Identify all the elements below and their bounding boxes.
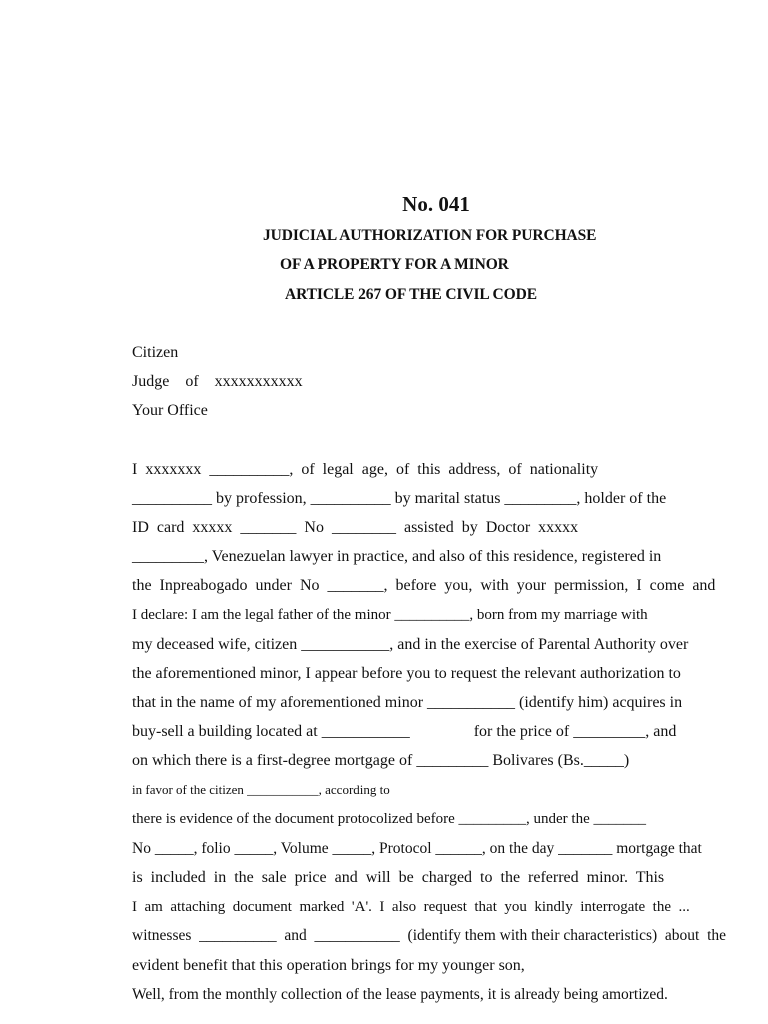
body-line-2: __________ by profession, __________ by marital status _________, holder of the: [132, 490, 667, 507]
heading-line-2: OF A PROPERTY FOR A MINOR: [280, 256, 509, 273]
addressee-line-3: Your Office: [132, 402, 208, 419]
body-line-4: _________, Venezuelan lawyer in practice, and also of this residence, registered in: [132, 548, 662, 565]
body-line-9: that in the name of my aforementioned minor ___________ (identify him) acquires in: [132, 694, 683, 711]
body-line-11: on which there is a first-degree mortgage of _________ Bolivares (Bs._____): [132, 752, 630, 769]
addressee-line-2: Judge of xxxxxxxxxxx: [132, 373, 303, 390]
body-line-8: the aforementioned minor, I appear before you to request the relevant authorization to: [132, 665, 681, 682]
body-line-14: No _____, folio _____, Volume _____, Protocol ______, on the day _______ mortgage that: [132, 840, 702, 857]
body-line-19: Well, from the monthly collection of the lease payments, it is already being amortized.: [132, 986, 668, 1003]
body-line-1: I xxxxxxx __________, of legal age, of this address, of nationality: [132, 461, 599, 478]
body-line-3: ID card xxxxx _______ No ________ assisted by Doctor xxxxx: [132, 519, 579, 536]
body-line-16: I am attaching document marked 'A'. I also request that you kindly interrogate the ...: [132, 899, 690, 915]
body-line-13: there is evidence of the document protocolized before _________, under the _______: [132, 811, 647, 827]
body-line-15: is included in the sale price and will be charged to the referred minor. This: [132, 869, 665, 886]
body-line-17: witnesses __________ and ___________ (identify them with their characteristics) about the: [132, 927, 727, 944]
addressee-line-1: Citizen: [132, 344, 179, 361]
body-line-6: I declare: I am the legal father of the minor __________, born from my marriage with: [132, 607, 648, 623]
body-line-18: evident benefit that this operation brings for my younger son,: [132, 957, 525, 974]
body-line-7: my deceased wife, citizen ___________, and in the exercise of Parental Authority over: [132, 636, 689, 653]
body-line-12: in favor of the citizen ___________, according to: [132, 782, 390, 797]
heading-line-3: ARTICLE 267 OF THE CIVIL CODE: [285, 286, 537, 303]
document-number: No. 041: [402, 192, 470, 216]
heading-line-1: JUDICIAL AUTHORIZATION FOR PURCHASE: [263, 227, 597, 244]
body-line-5: the Inpreabogado under No _______, before you, with your permission, I come and: [132, 577, 716, 594]
body-line-10: buy-sell a building located at ___________ for the price of _________, and: [132, 723, 677, 740]
